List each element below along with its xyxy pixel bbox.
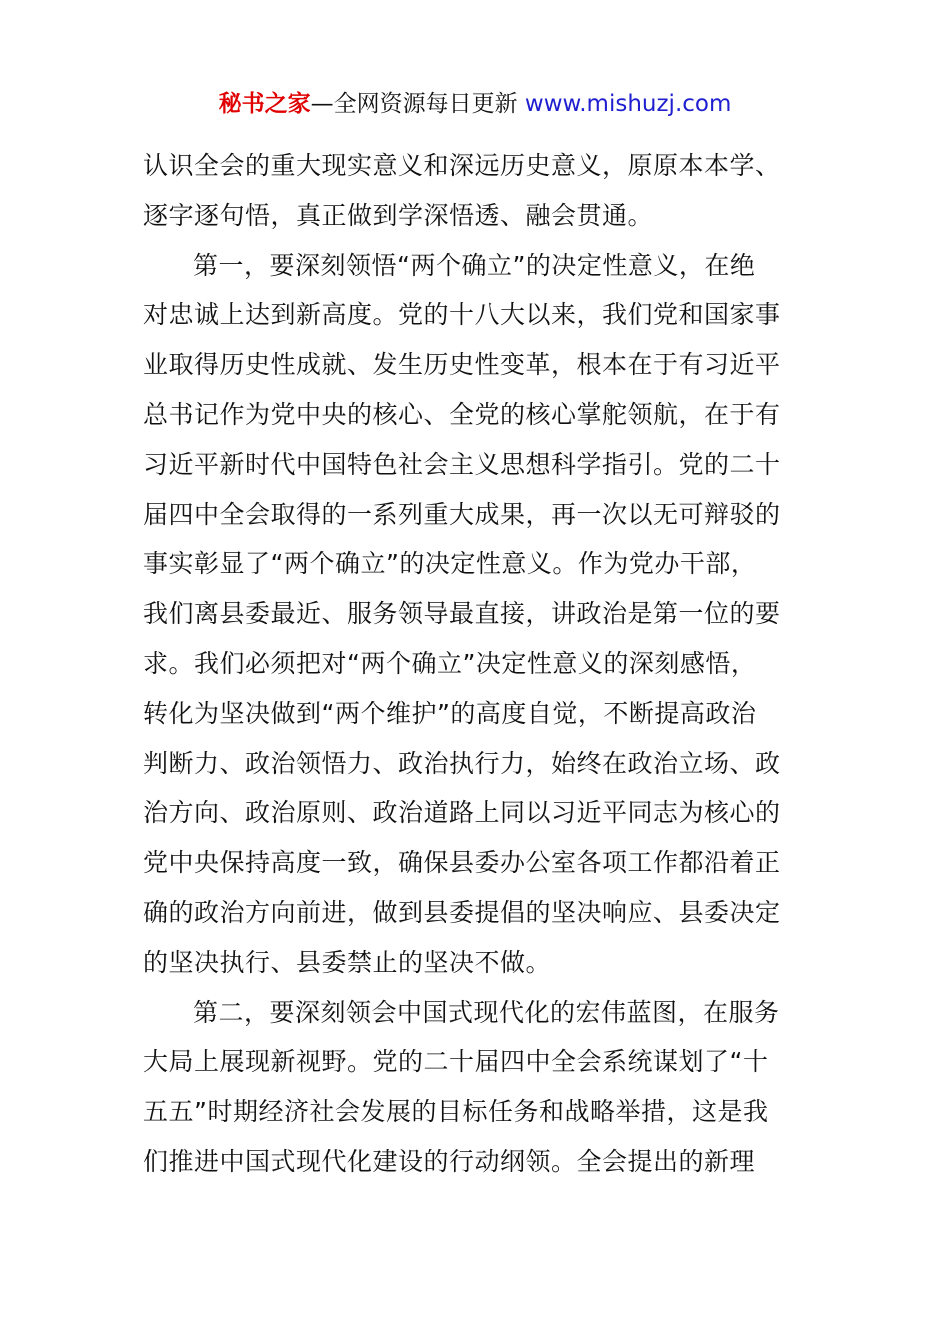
text-line: 转化为坚决做到“两个维护”的高度自觉，不断提高政治 [143, 698, 757, 728]
text-line: 届四中全会取得的一系列重大成果，再一次以无可辩驳的 [143, 499, 781, 529]
text-line: 逐字逐句悟，真正做到学深悟透、融会贯通。 [143, 200, 654, 230]
brand-name: 秘书之家 [218, 91, 311, 117]
text-line: 大局上展现新视野。党的二十届四中全会系统谋划了“十 [143, 1047, 769, 1077]
text-line: 治方向、政治原则、政治道路上同以习近平同志为核心的 [143, 798, 781, 828]
text-line: 五五”时期经济社会发展的目标任务和战略举措，这是我 [143, 1097, 769, 1127]
text-line: 对忠诚上达到新高度。党的十八大以来，我们党和国家事 [143, 300, 781, 330]
text-line: 习近平新时代中国特色社会主义思想科学指引。党的二十 [143, 449, 781, 479]
site-header [0, 86, 950, 122]
site-url-link[interactable]: www.mishuzj.com [524, 91, 732, 117]
text-line: 判断力、政治领悟力、政治执行力，始终在政治立场、政 [143, 748, 781, 778]
text-line: 确的政治方向前进，做到县委提倡的坚决响应、县委决定 [143, 897, 781, 927]
text-line: 第一，要深刻领悟“两个确立”的决定性意义，在绝 [193, 250, 756, 280]
text-line: 我们离县委最近、服务领导最直接，讲政治是第一位的要 [143, 599, 781, 629]
text-line: 事实彰显了“两个确立”的决定性意义。作为党办干部， [143, 549, 757, 579]
text-line: 们推进中国式现代化建设的行动纲领。全会提出的新理 [143, 1146, 756, 1176]
text-line: 的坚决执行、县委禁止的坚决不做。 [143, 947, 552, 977]
text-line: 第二，要深刻领会中国式现代化的宏伟蓝图，在服务 [193, 997, 780, 1027]
header-tagline: —全网资源每日更新 [310, 91, 525, 117]
text-line: 业取得历史性成就、发生历史性变革，根本在于有习近平 [143, 350, 781, 380]
text-line: 认识全会的重大现实意义和深远历史意义，原原本本学、 [143, 151, 781, 180]
text-line: 党中央保持高度一致，确保县委办公室各项工作都沿着正 [143, 848, 781, 878]
text-line: 求。我们必须把对“两个确立”决定性意义的深刻感悟， [143, 648, 757, 678]
text-line: 总书记作为党中央的核心、全党的核心掌舵领航，在于有 [143, 399, 781, 429]
document-body [143, 148, 807, 1194]
